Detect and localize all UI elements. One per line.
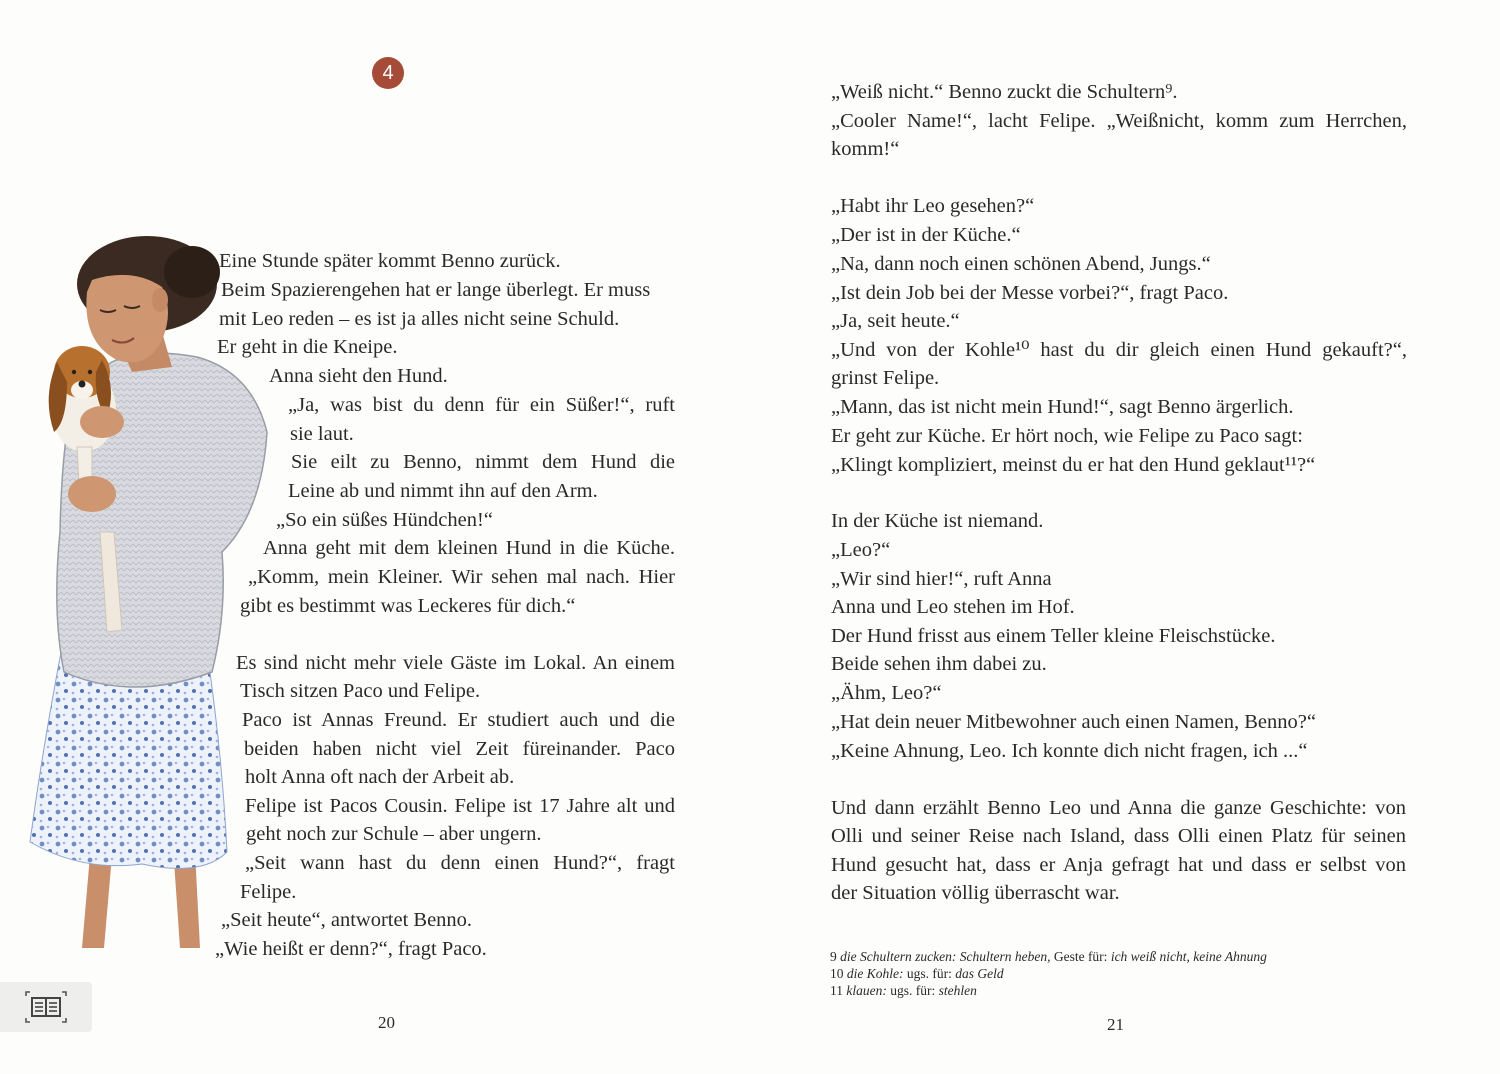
text-line: „Leo?“ [831, 539, 891, 561]
text-line: „Seit wann hast du denn einen Hund?“, fragt [245, 852, 675, 874]
text-line: „Wir sind hier!“, ruft Anna [831, 568, 1052, 590]
text-line: „Ist dein Job bei der Messe vorbei?“, fragt Paco. [831, 282, 1229, 304]
footnotes [830, 948, 1267, 999]
text-line: „Habt ihr Leo gesehen?“ [831, 195, 1035, 217]
text-line: gibt es bestimmt was Leckeres für dich.“ [240, 595, 576, 617]
text-line: „Der ist in der Küche.“ [831, 224, 1021, 246]
book-reader-icon [24, 990, 68, 1024]
text-line: Leine ab und nimmt ihn auf den Arm. [288, 480, 598, 502]
text-line: sie laut. [290, 423, 354, 445]
page-number: 20 [378, 1013, 395, 1032]
text-line: Beim Spazierengehen hat er lange überlegt. Er muss [221, 279, 651, 301]
text-line: Der Hund frisst aus einem Teller kleine Fleischstücke. [831, 625, 1276, 647]
text-line: mit Leo reden – es ist ja alles nicht seine Schuld. [219, 308, 620, 330]
text-line: der Situation völlig überrascht war. [831, 882, 1120, 904]
text-line: „Ja, seit heute.“ [831, 310, 960, 332]
text-line: Es sind nicht mehr viele Gäste im Lokal. An einem [236, 652, 675, 674]
text-line: Beide sehen ihm dabei zu. [831, 653, 1047, 675]
text-line: Olli und seiner Reise nach Island, dass Olli einen Platz für seinen [831, 825, 1406, 847]
text-line: In der Küche ist niemand. [831, 510, 1044, 532]
text-line: Sie eilt zu Benno, nimmt dem Hund die [291, 451, 675, 473]
text-line: Felipe ist Pacos Cousin. Felipe ist 17 Jahre alt und [245, 795, 675, 817]
text-line: „Seit heute“, antwortet Benno. [221, 909, 473, 931]
text-line: „Weiß nicht.“ Benno zuckt die Schultern⁹. [831, 81, 1178, 103]
text-line: Er geht zur Küche. Er hört noch, wie Felipe zu Paco sagt: [831, 425, 1303, 447]
text-line: grinst Felipe. [831, 367, 940, 389]
text-line: „So ein süßes Hündchen!“ [276, 509, 493, 531]
text-line: „Ähm, Leo?“ [831, 682, 942, 704]
text-line: Eine Stunde später kommt Benno zurück. [219, 250, 561, 272]
text-line: holt Anna oft nach der Arbeit ab. [245, 766, 515, 788]
text-line: komm!“ [831, 138, 900, 160]
chapter-number-badge: 4 [372, 57, 404, 89]
text-line: „Cooler Name!“, lacht Felipe. „Weißnicht, komm zum Herrchen, [831, 110, 1407, 132]
text-line: „Wie heißt er denn?“, fragt Paco. [215, 938, 487, 960]
text-line: „Ja, was bist du denn für ein Süßer!“, ruft [288, 394, 675, 416]
text-line: „Keine Ahnung, Leo. Ich konnte dich nicht fragen, ich ...“ [831, 740, 1308, 762]
text-line: „Mann, das ist nicht mein Hund!“, sagt Benno ärgerlich. [831, 396, 1294, 418]
text-line: Tisch sitzen Paco und Felipe. [240, 680, 481, 702]
page-number: 21 [1107, 1015, 1124, 1034]
text-line: „Na, dann noch einen schönen Abend, Jungs.“ [831, 253, 1211, 275]
text-line: „Und von der Kohle¹⁰ hast du dir gleich einen Hund gekauft?“, [831, 339, 1407, 361]
text-line: Paco ist Annas Freund. Er studiert auch und die [242, 709, 675, 731]
text-line: Anna und Leo stehen im Hof. [831, 596, 1075, 618]
text-line: geht noch zur Schule – aber ungern. [246, 823, 542, 845]
text-line: Und dann erzählt Benno Leo und Anna die ganze Geschichte: von [831, 797, 1406, 819]
text-line: beiden haben nicht viel Zeit füreinander. Paco [244, 738, 675, 760]
text-line: „Klingt kompliziert, meinst du er hat den Hund geklaut¹¹?“ [831, 454, 1316, 476]
footnote: 9 die Schultern zucken: Schultern heben, Geste für: ich weiß nicht, keine Ahnung [830, 949, 1267, 964]
text-line: Felipe. [240, 881, 297, 903]
reader-button[interactable] [0, 982, 92, 1032]
footnote: 11 klauen: ugs. für: stehlen [830, 983, 977, 998]
text-line: Anna geht mit dem kleinen Hund in die Küche. [263, 537, 675, 559]
text-line: Er geht in die Kneipe. [217, 336, 398, 358]
text-line: „Hat dein neuer Mitbewohner auch einen Namen, Benno?“ [831, 711, 1316, 733]
text-line: Hund gesucht hat, dass er Anja gefragt hat und dass er selbst von [831, 854, 1406, 876]
text-line: „Komm, mein Kleiner. Wir sehen mal nach. Hier [248, 566, 675, 588]
text-line: Anna sieht den Hund. [269, 365, 448, 387]
footnote: 10 die Kohle: ugs. für: das Geld [830, 966, 1004, 981]
